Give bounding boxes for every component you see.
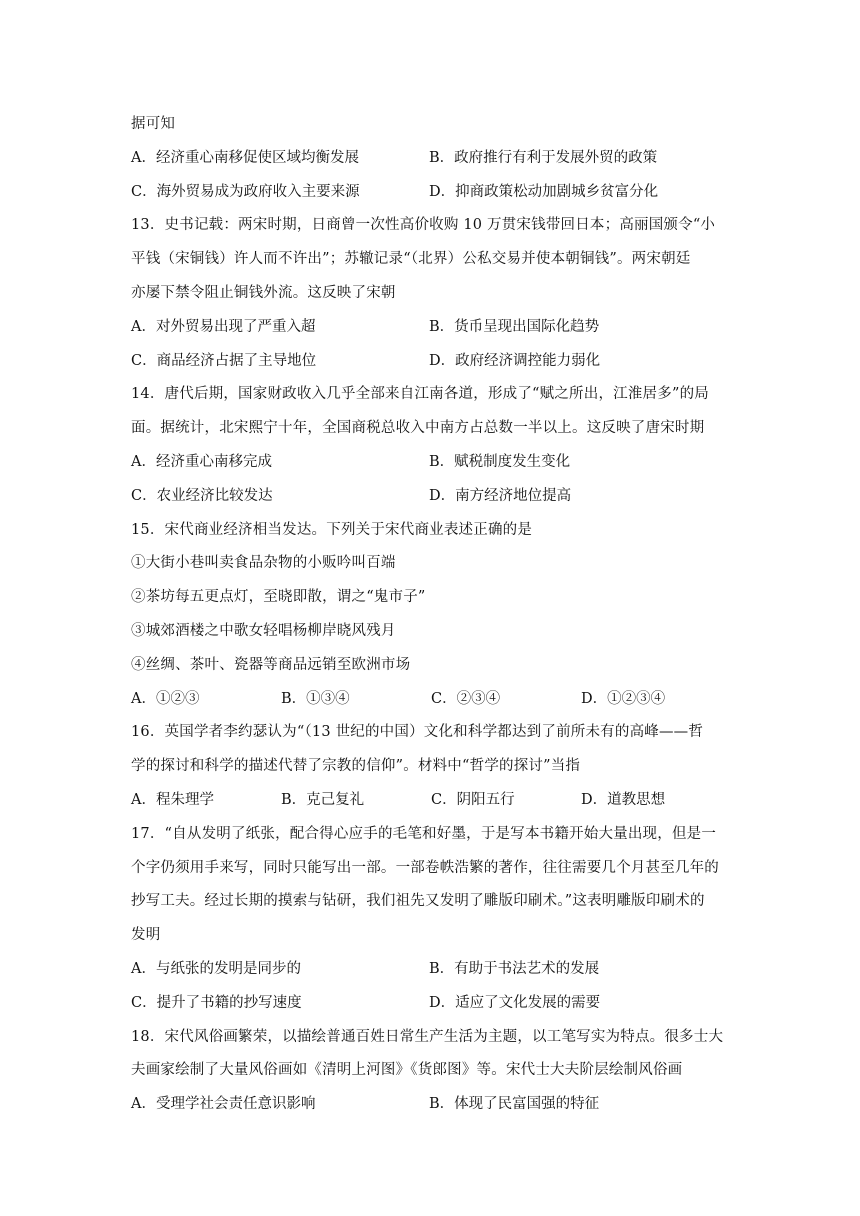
answer-option: D．适应了文化发展的需要 (429, 994, 601, 1011)
option-row (131, 176, 731, 210)
text-line: 18．宋代风俗画繁荣，以描绘普通百姓日常生产生活为主题，以工笔写实为特点。很多士大 (131, 1028, 724, 1045)
answer-option: B．①③④ (281, 690, 350, 707)
answer-option: A．①②③ (131, 690, 200, 707)
option-row (131, 345, 731, 379)
text-line: 个字仍须用手来写，同时只能写出一部。一部卷帙浩繁的著作，往往需要几个月甚至几年的 (131, 859, 719, 876)
text-line: ④丝绸、茶叶、瓷器等商品远销至欧洲市场 (131, 656, 411, 673)
option-row (131, 953, 731, 987)
answer-option: A．与纸张的发明是同步的 (131, 960, 301, 977)
option-row (131, 311, 731, 345)
answer-option: A．对外贸易出现了严重入超 (131, 318, 316, 335)
text-line: 亦屡下禁令阻止铜钱外流。这反映了宋朝 (131, 284, 396, 301)
answer-option: B．有助于书法艺术的发展 (429, 960, 600, 977)
answer-option: D．①②③④ (581, 690, 666, 707)
answer-option: A．经济重心南移促使区域均衡发展 (131, 149, 359, 166)
answer-option: D．道教思想 (581, 791, 666, 808)
answer-option: B．政府推行有利于发展外贸的政策 (429, 149, 658, 166)
answer-option: C．商品经济占据了主导地位 (131, 352, 317, 369)
option-row (131, 1088, 731, 1122)
text-line: 16．英国学者李约瑟认为“（13 世纪的中国）文化和科学都达到了前所未有的高峰——哲 (131, 724, 704, 741)
text-line: ②茶坊每五更点灯，至晓即散，谓之“鬼市子” (131, 589, 426, 606)
answer-option: A．经济重心南移完成 (131, 453, 272, 470)
answer-option: D．南方经济地位提高 (429, 487, 572, 504)
answer-option: B．货币呈现出国际化趋势 (429, 318, 600, 335)
answer-option: C．提升了书籍的抄写速度 (131, 994, 302, 1011)
exam-page (131, 108, 731, 1122)
answer-option: A．受理学社会责任意识影响 (131, 1096, 316, 1113)
text-line: 据可知 (131, 116, 176, 132)
text-line: 抄写工夫。经过长期的摸索与钻研，我们祖先又发明了雕版印刷术。”这表明雕版印刷术的 (131, 893, 705, 910)
text-line: 夫画家绘制了大量风俗画如《清明上河图》《货郎图》等。宋代士大夫阶层绘制风俗画 (131, 1062, 683, 1079)
answer-option: A．程朱理学 (131, 791, 214, 808)
answer-option: C．阴阳五行 (431, 791, 515, 808)
text-line: 14．唐代后期，国家财政收入几乎全部来自江南各道，形成了“赋之所出，江淮居多”的局 (131, 386, 709, 403)
text-line: ③城郊酒楼之中歌女轻唱杨柳岸晓风残月 (131, 622, 396, 639)
answer-option: C．海外贸易成为政府收入主要来源 (131, 183, 360, 200)
text-line: 15．宋代商业经济相当发达。下列关于宋代商业表述正确的是 (131, 521, 533, 538)
answer-option: D．政府经济调控能力弱化 (429, 352, 601, 369)
answer-option: B．克己复礼 (281, 791, 365, 808)
option-row (131, 446, 731, 480)
answer-option: C．农业经济比较发达 (131, 487, 273, 504)
answer-option: D．抑商政策松动加剧城乡贫富分化 (429, 183, 659, 200)
option-row (131, 683, 731, 717)
answer-option: C．②③④ (431, 690, 501, 707)
text-line: 学的探讨和科学的描述代替了宗教的信仰”。材料中“哲学的探讨”当指 (131, 758, 581, 775)
text-line: 17．“自从发明了纸张，配合得心应手的毛笔和好墨，于是写本书籍开始大量出现，但是一 (131, 825, 717, 842)
text-line: 13．史书记载：两宋时期，日商曾一次性高价收购 10 万贯宋钱带回日本；高丽国颁令“小 (131, 217, 716, 234)
text-line: 面。据统计，北宋熙宁十年，全国商税总收入中南方占总数一半以上。这反映了唐宋时期 (131, 420, 705, 437)
option-row (131, 142, 731, 176)
option-row (131, 480, 731, 514)
answer-option: B．体现了民富国强的特征 (429, 1096, 600, 1113)
answer-option: B．赋税制度发生变化 (429, 453, 571, 470)
text-line: 平钱（宋铜钱）许人而不许出”；苏辙记录“（北界）公私交易并使本朝铜钱”。两宋朝廷 (131, 251, 691, 268)
text-line: ①大街小巷叫卖食品杂物的小贩吟叫百端 (131, 555, 396, 572)
text-line: 发明 (131, 927, 161, 944)
option-row (131, 987, 731, 1021)
option-row (131, 784, 731, 818)
